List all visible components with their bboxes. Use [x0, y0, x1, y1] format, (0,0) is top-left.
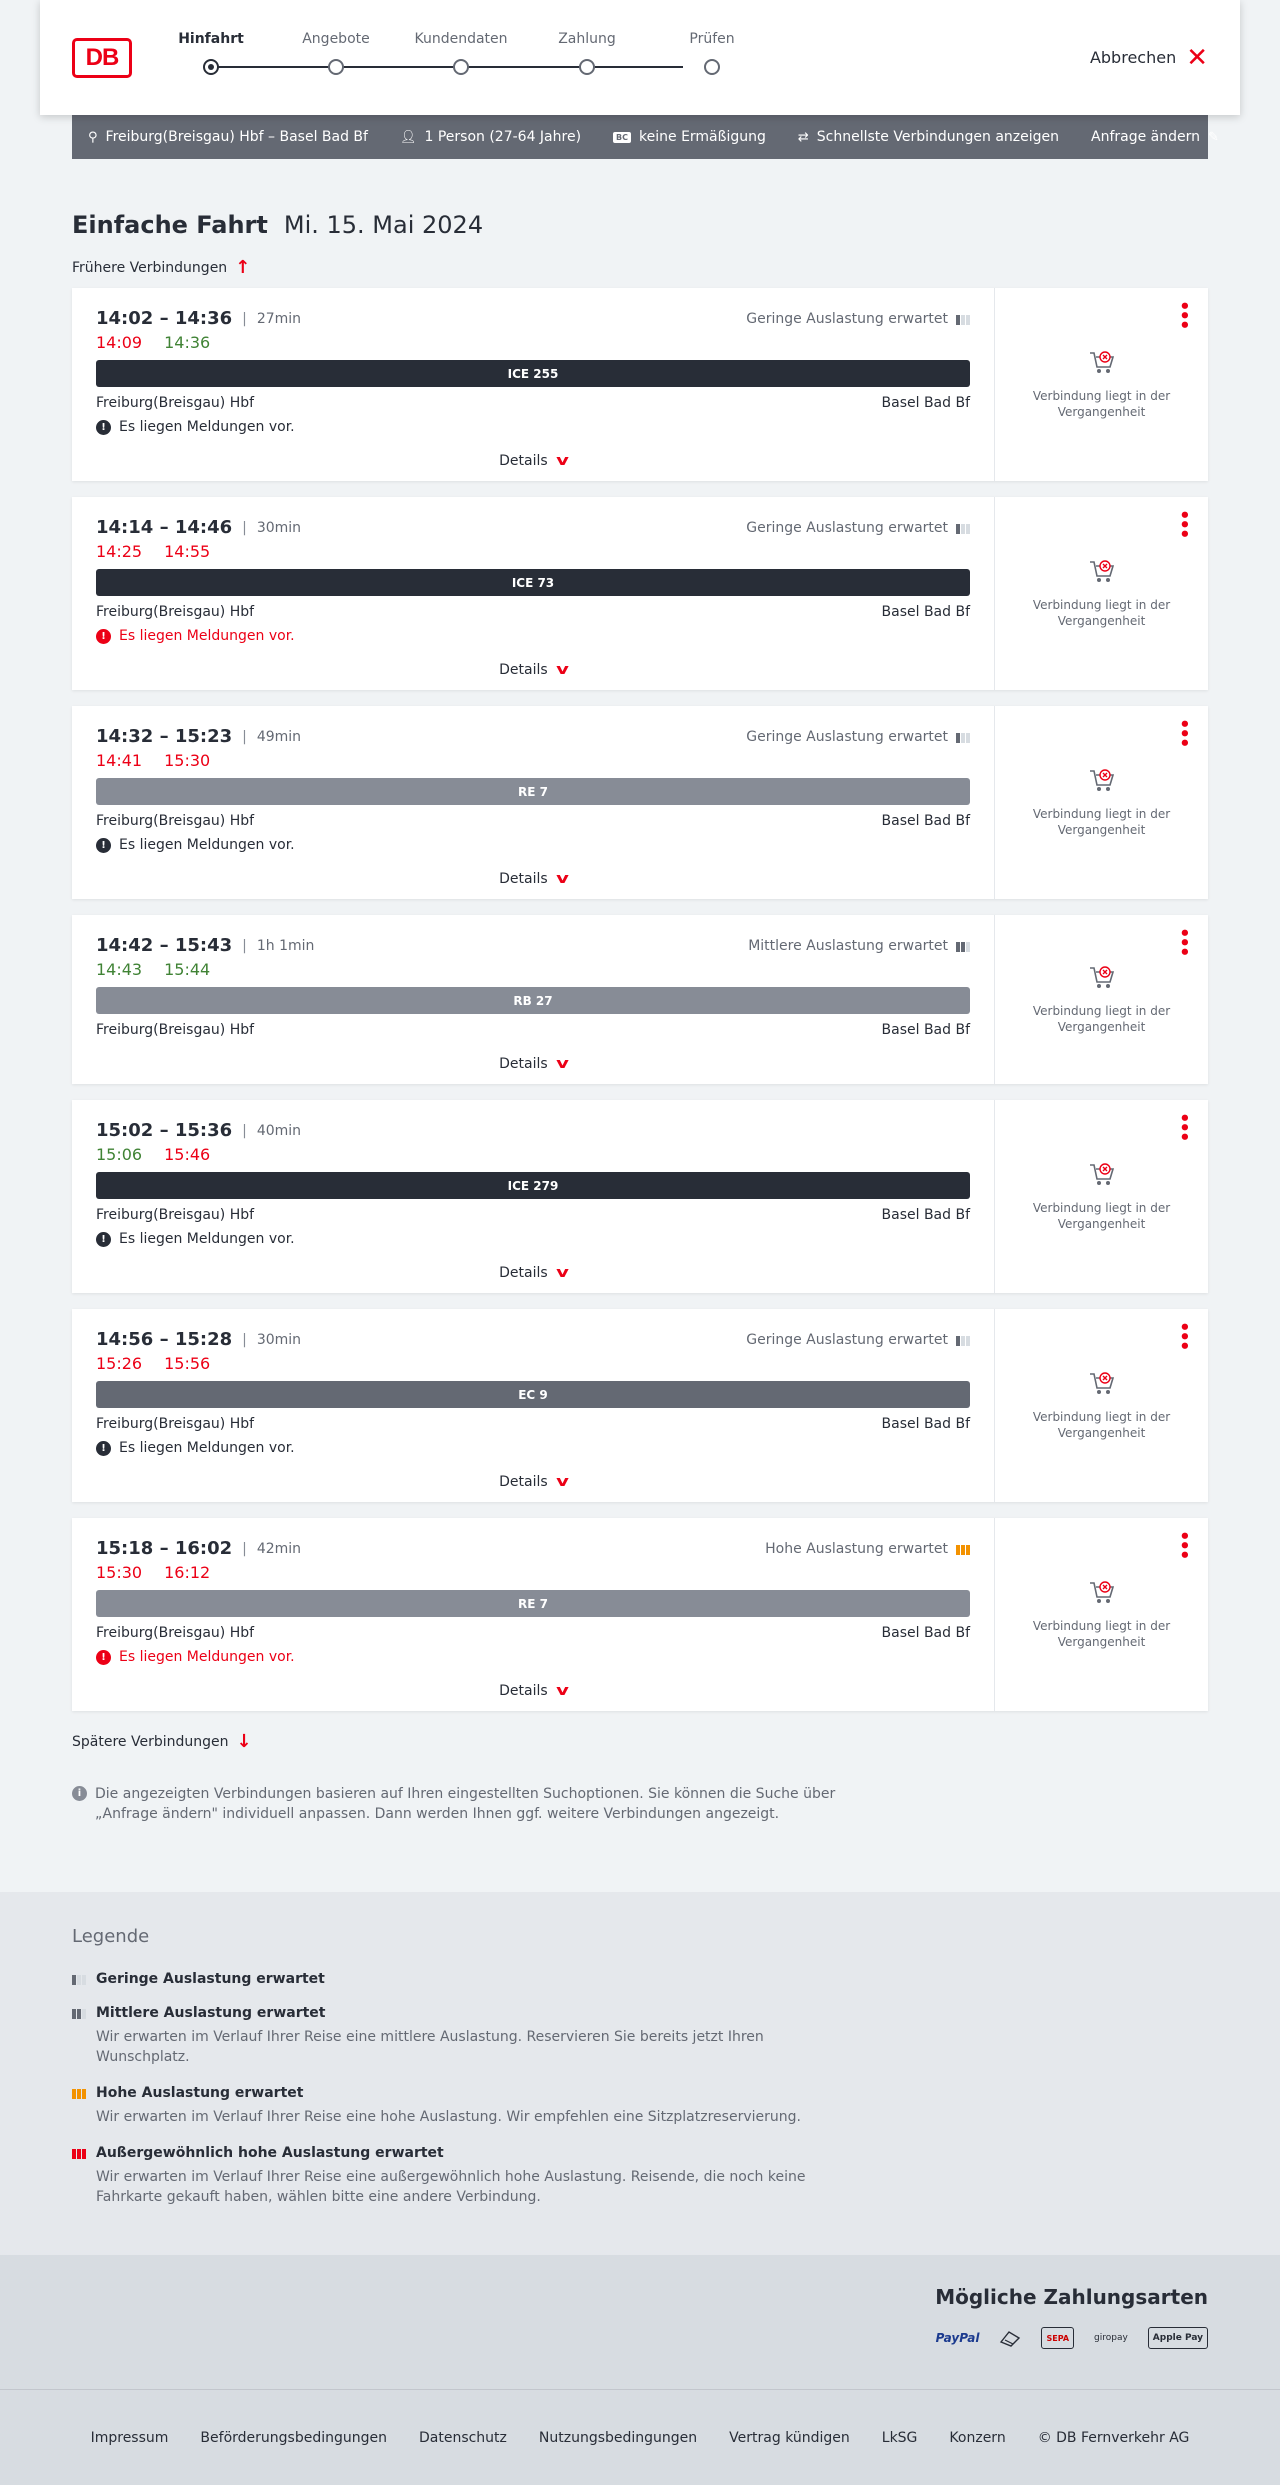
arrow-up-icon: ↑ — [235, 257, 251, 278]
later-connections-link[interactable] — [72, 1731, 252, 1752]
legend-item-head — [72, 2145, 1208, 2161]
legend-item-title: Außergewöhnlich hohe Auslastung erwartet — [96, 2145, 444, 2161]
origin-station: Freiburg(Breisgau) Hbf — [96, 604, 255, 620]
scheduled-times: 14:32 – 15:23 — [96, 726, 233, 747]
realtime-arrival: 15:44 — [164, 960, 211, 979]
person-icon: 👤︎ — [399, 129, 417, 145]
scheduled-times: 14:42 – 15:43 — [96, 935, 233, 956]
info-text: Die angezeigten Verbindungen basieren auf Ihren eingestellten Suchoptionen. Sie können die Suche über „Anfrage ändern" individuell anpassen. Dann werden Ihnen ggf. weitere Verbindungen angezeigt. — [95, 1786, 836, 1822]
travel-duration: 40min — [256, 1122, 302, 1139]
payment-methods-section — [0, 2255, 1280, 2389]
cancel-label: Abbrechen — [1089, 48, 1177, 67]
later-label: Spätere Verbindungen — [72, 1733, 229, 1750]
realtime-times — [96, 1563, 970, 1582]
occupancy-info — [746, 520, 970, 536]
connection-header — [96, 517, 970, 538]
message-label: Es liegen Meldungen vor. — [119, 1231, 295, 1247]
legend-section — [0, 1892, 1280, 2255]
connection-details — [72, 497, 995, 690]
separator: | — [242, 310, 247, 327]
step-label: Zahlung — [558, 30, 616, 47]
discount-summary[interactable] — [613, 129, 766, 145]
scheduled-times: 14:14 – 14:46 — [96, 517, 233, 538]
realtime-times — [96, 751, 970, 770]
train-bar[interactable]: RB 27 — [96, 987, 970, 1014]
occupancy-info — [746, 1332, 970, 1348]
realtime-departure: 14:25 — [96, 542, 143, 561]
travel-duration: 30min — [256, 519, 302, 536]
details-toggle[interactable] — [96, 1462, 970, 1502]
travel-duration: 49min — [256, 728, 302, 745]
occupancy-label: Geringe Auslastung erwartet — [746, 310, 948, 327]
legend-item-title: Geringe Auslastung erwartet — [96, 1971, 325, 1987]
route-label: Freiburg(Breisgau) Hbf – Basel Bad Bf — [105, 129, 368, 145]
connection-card[interactable] — [72, 1100, 1208, 1293]
details-label: Details — [499, 871, 548, 887]
stations-row — [96, 813, 970, 829]
origin-station: Freiburg(Breisgau) Hbf — [96, 1022, 255, 1038]
arrow-down-icon: ↓ — [236, 1731, 252, 1752]
stations-row — [96, 1625, 970, 1641]
cart-disabled-icon — [1088, 559, 1116, 585]
connection-details — [72, 915, 995, 1084]
separator: | — [242, 519, 247, 536]
chevron-down-icon: v — [555, 662, 569, 678]
main-content — [0, 211, 1280, 1824]
details-label: Details — [499, 453, 548, 469]
more-options-icon[interactable]: ••• — [1173, 1530, 1194, 1559]
destination-station: Basel Bad Bf — [881, 395, 970, 411]
legend-title: Legende — [72, 1926, 150, 1947]
cart-disabled-icon — [1088, 768, 1116, 794]
more-options-icon[interactable]: ••• — [1173, 927, 1194, 956]
progress-stepper — [178, 28, 735, 88]
connection-details — [72, 1309, 995, 1502]
realtime-departure: 14:41 — [96, 751, 143, 770]
realtime-times — [96, 960, 970, 979]
details-toggle[interactable] — [96, 441, 970, 481]
search-info-note — [72, 1784, 852, 1824]
discount-label: keine Ermäßigung — [639, 129, 766, 145]
details-label: Details — [499, 1265, 548, 1281]
connection-header — [96, 308, 970, 329]
connection-header — [96, 1120, 970, 1141]
occupancy-label: Hohe Auslastung erwartet — [765, 1540, 948, 1557]
legend-item-head — [72, 2005, 1208, 2021]
connection-card[interactable] — [72, 288, 1208, 481]
legend-item — [72, 2005, 1208, 2067]
booking-panel — [995, 1309, 1208, 1502]
connection-header — [96, 1329, 970, 1350]
pencil-icon: ✎ — [1208, 129, 1219, 145]
step-label: Prüfen — [689, 30, 735, 47]
step-dot-icon — [579, 59, 595, 75]
load-indicator-icon — [956, 1543, 970, 1555]
footer-link[interactable]: Konzern — [949, 2429, 1006, 2446]
cart-disabled-icon — [1088, 1580, 1116, 1606]
change-request-button[interactable] — [1091, 129, 1219, 145]
footer-link[interactable]: Nutzungsbedingungen — [538, 2429, 698, 2446]
more-options-icon[interactable]: ••• — [1173, 1112, 1194, 1141]
chevron-down-icon: v — [555, 1265, 569, 1281]
disruption-message — [96, 628, 970, 644]
realtime-departure: 14:43 — [96, 960, 143, 979]
step-0 — [161, 28, 261, 75]
realtime-arrival: 15:30 — [164, 751, 211, 770]
origin-station: Freiburg(Breisgau) Hbf — [96, 1416, 255, 1432]
chevron-down-icon: v — [555, 1056, 569, 1072]
fastest-connections-toggle[interactable] — [798, 129, 1059, 145]
connection-card[interactable] — [72, 497, 1208, 690]
origin-station: Freiburg(Breisgau) Hbf — [96, 1207, 255, 1223]
details-label: Details — [499, 1056, 548, 1072]
message-label: Es liegen Meldungen vor. — [119, 1649, 295, 1665]
stations-row — [96, 1207, 970, 1223]
top-header — [40, 0, 1240, 115]
fastest-label: Schnellste Verbindungen anzeigen — [816, 129, 1059, 145]
footer-link[interactable]: Datenschutz — [418, 2429, 507, 2446]
page-footer — [0, 2389, 1280, 2485]
separator: | — [242, 937, 247, 954]
disruption-message — [96, 419, 970, 435]
connection-list — [72, 288, 1208, 1711]
legend-item-title: Hohe Auslastung erwartet — [96, 2085, 304, 2101]
booking-panel — [995, 1100, 1208, 1293]
occupancy-info — [748, 938, 970, 954]
scheduled-times: 15:18 – 16:02 — [96, 1538, 233, 1559]
connection-card[interactable] — [72, 915, 1208, 1084]
stations-row — [96, 1416, 970, 1432]
realtime-departure: 15:26 — [96, 1354, 143, 1373]
past-connection-note: Verbindung liegt in der Vergangenheit — [1032, 806, 1171, 837]
destination-station: Basel Bad Bf — [881, 1022, 970, 1038]
load-indicator-icon — [72, 2087, 86, 2099]
payment-logos — [72, 2327, 1208, 2349]
page-title-row — [72, 211, 1208, 239]
chevron-down-icon: v — [555, 871, 569, 887]
footer-link[interactable]: LkSG — [881, 2429, 918, 2446]
legend-item-head — [72, 1971, 1208, 1987]
alert-icon: ! — [96, 1232, 111, 1247]
booking-panel — [995, 706, 1208, 899]
step-3 — [537, 28, 637, 75]
alert-icon: ! — [96, 838, 111, 853]
origin-station: Freiburg(Breisgau) Hbf — [96, 1625, 255, 1641]
cart-disabled-icon — [1088, 1162, 1116, 1188]
details-label: Details — [499, 662, 548, 678]
travel-duration: 1h 1min — [256, 937, 315, 954]
realtime-arrival: 14:55 — [164, 542, 211, 561]
legend-item-desc: Wir erwarten im Verlauf Ihrer Reise eine mittlere Auslastung. Reservieren Sie bereits jetzt Ihren Wunschplatz. — [96, 2029, 764, 2065]
passenger-summary[interactable] — [400, 129, 581, 145]
earlier-connections-link[interactable] — [72, 257, 250, 278]
more-options-icon[interactable]: ••• — [1173, 509, 1194, 538]
connection-header — [96, 726, 970, 747]
alert-icon: ! — [96, 629, 111, 644]
train-bar[interactable]: EC 9 — [96, 1381, 970, 1408]
travel-duration: 42min — [256, 1540, 302, 1557]
occupancy-info — [765, 1541, 970, 1557]
realtime-departure: 15:06 — [96, 1145, 143, 1164]
load-indicator-icon — [956, 313, 970, 325]
disruption-message — [96, 1440, 970, 1456]
destination-station: Basel Bad Bf — [881, 813, 970, 829]
message-label: Es liegen Meldungen vor. — [119, 837, 295, 853]
cancel-button[interactable] — [1089, 42, 1208, 73]
load-indicator-icon — [956, 522, 970, 534]
details-toggle[interactable] — [96, 1671, 970, 1711]
step-dot-icon — [328, 59, 344, 75]
location-pin-icon: ⚲ — [88, 129, 98, 145]
details-label: Details — [499, 1683, 548, 1699]
scheduled-times: 14:02 – 14:36 — [96, 308, 233, 329]
occupancy-info — [746, 729, 970, 745]
past-connection-note: Verbindung liegt in der Vergangenheit — [1032, 1618, 1171, 1649]
disruption-message — [96, 1649, 970, 1665]
swap-arrows-icon: ⇄ — [797, 129, 809, 145]
load-indicator-icon — [72, 2007, 86, 2019]
realtime-arrival: 15:46 — [164, 1145, 211, 1164]
legend-item-title: Mittlere Auslastung erwartet — [96, 2005, 326, 2021]
message-label: Es liegen Meldungen vor. — [119, 419, 295, 435]
past-connection-note: Verbindung liegt in der Vergangenheit — [1032, 1200, 1171, 1231]
realtime-arrival: 16:12 — [164, 1563, 211, 1582]
destination-station: Basel Bad Bf — [881, 604, 970, 620]
search-summary-bar — [72, 115, 1219, 159]
connection-header — [96, 935, 970, 956]
details-toggle[interactable] — [96, 650, 970, 690]
credit-card-icon — [999, 2327, 1021, 2349]
load-indicator-icon — [72, 2147, 86, 2159]
legend-item-desc: Wir erwarten im Verlauf Ihrer Reise eine außergewöhnlich hohe Auslastung. Reisende, die noch keine Fahrkarte gekauft haben, wählen bitte eine andere Verbindung. — [96, 2169, 806, 2205]
occupancy-label: Mittlere Auslastung erwartet — [748, 937, 948, 954]
footer-link[interactable]: Vertrag kündigen — [729, 2429, 850, 2446]
close-icon: ✕ — [1186, 42, 1208, 73]
payment-title: Mögliche Zahlungsarten — [935, 2285, 1208, 2309]
message-label: Es liegen Meldungen vor. — [119, 628, 295, 644]
details-toggle[interactable] — [96, 1253, 970, 1293]
step-2 — [411, 28, 511, 75]
step-dot-icon — [203, 59, 219, 75]
more-options-icon[interactable]: ••• — [1173, 1321, 1194, 1350]
change-label: Anfrage ändern — [1091, 129, 1200, 145]
train-bar[interactable]: ICE 73 — [96, 569, 970, 596]
load-indicator-icon — [956, 731, 970, 743]
connection-details — [72, 1518, 995, 1711]
separator: | — [242, 1540, 247, 1557]
train-bar[interactable]: ICE 279 — [96, 1172, 970, 1199]
step-1 — [286, 28, 386, 75]
details-toggle[interactable] — [96, 859, 970, 899]
connection-details — [72, 1100, 995, 1293]
chevron-down-icon: v — [555, 1474, 569, 1490]
info-icon: i — [72, 1786, 87, 1801]
separator: | — [242, 1122, 247, 1139]
bahncard-icon: BC — [613, 132, 631, 143]
step-dot-icon — [704, 59, 720, 75]
scheduled-times: 15:02 – 15:36 — [96, 1120, 233, 1141]
realtime-times — [96, 333, 970, 352]
step-label: Hinfahrt — [178, 30, 244, 47]
passenger-label: 1 Person (27-64 Jahre) — [424, 129, 582, 145]
connection-details — [72, 288, 995, 481]
realtime-times — [96, 1145, 970, 1164]
train-bar[interactable]: RE 7 — [96, 1590, 970, 1617]
booking-panel — [995, 1518, 1208, 1711]
past-connection-note: Verbindung liegt in der Vergangenheit — [1032, 1003, 1171, 1034]
giropay-icon: giropay — [1094, 2333, 1128, 2343]
stations-row — [96, 1022, 970, 1038]
earlier-label: Frühere Verbindungen — [72, 259, 228, 276]
occupancy-info — [746, 311, 970, 327]
more-options-icon[interactable]: ••• — [1173, 300, 1194, 329]
details-label: Details — [499, 1474, 548, 1490]
occupancy-label: Geringe Auslastung erwartet — [746, 728, 948, 745]
paypal-logo: PayPal — [935, 2331, 980, 2345]
alert-icon: ! — [96, 1441, 111, 1456]
stations-row — [96, 604, 970, 620]
scheduled-times: 14:56 – 15:28 — [96, 1329, 233, 1350]
destination-station: Basel Bad Bf — [881, 1207, 970, 1223]
cart-disabled-icon — [1088, 965, 1116, 991]
realtime-arrival: 15:56 — [164, 1354, 211, 1373]
connection-header — [96, 1538, 970, 1559]
page-title: Einfache Fahrt — [72, 211, 268, 239]
load-indicator-icon — [72, 1973, 86, 1985]
legend-item — [72, 2085, 1208, 2127]
legend-item — [72, 1971, 1208, 1987]
alert-icon: ! — [96, 420, 111, 435]
destination-station: Basel Bad Bf — [881, 1416, 970, 1432]
cart-disabled-icon — [1088, 350, 1116, 376]
travel-date: Mi. 15. Mai 2024 — [283, 211, 484, 239]
realtime-departure: 15:30 — [96, 1563, 143, 1582]
separator: | — [242, 1331, 247, 1348]
more-options-icon[interactable]: ••• — [1173, 718, 1194, 747]
origin-station: Freiburg(Breisgau) Hbf — [96, 395, 255, 411]
train-bar[interactable]: ICE 255 — [96, 360, 970, 387]
chevron-down-icon: v — [555, 1683, 569, 1699]
chevron-down-icon: v — [555, 453, 569, 469]
sepa-icon: SEPA — [1041, 2327, 1074, 2349]
booking-panel — [995, 288, 1208, 481]
train-bar[interactable]: RE 7 — [96, 778, 970, 805]
legend-item-desc: Wir erwarten im Verlauf Ihrer Reise eine hohe Auslastung. Wir empfehlen eine Sitzplatzreservierung. — [96, 2109, 801, 2125]
booking-panel — [995, 915, 1208, 1084]
legend-item — [72, 2145, 1208, 2207]
step-label: Kundendaten — [414, 30, 508, 47]
legend-item-head — [72, 2085, 1208, 2101]
load-indicator-icon — [956, 1334, 970, 1346]
footer-link[interactable]: Impressum — [90, 2429, 169, 2446]
travel-duration: 27min — [256, 310, 302, 327]
route-summary[interactable] — [88, 129, 368, 145]
connection-details — [72, 706, 995, 899]
travel-duration: 30min — [256, 1331, 302, 1348]
footer-link[interactable]: Beförderungsbedingungen — [200, 2429, 387, 2446]
past-connection-note: Verbindung liegt in der Vergangenheit — [1032, 388, 1171, 419]
past-connection-note: Verbindung liegt in der Vergangenheit — [1032, 597, 1171, 628]
occupancy-label: Geringe Auslastung erwartet — [746, 1331, 948, 1348]
connection-card[interactable] — [72, 1309, 1208, 1502]
realtime-times — [96, 542, 970, 561]
realtime-departure: 14:09 — [96, 333, 143, 352]
cart-disabled-icon — [1088, 1371, 1116, 1397]
connection-card[interactable] — [72, 1518, 1208, 1711]
db-logo[interactable]: DB — [72, 38, 132, 78]
past-connection-note: Verbindung liegt in der Vergangenheit — [1032, 1409, 1171, 1440]
connection-card[interactable] — [72, 706, 1208, 899]
disruption-message — [96, 837, 970, 853]
footer-link: © DB Fernverkehr AG — [1037, 2429, 1190, 2446]
destination-station: Basel Bad Bf — [881, 1625, 970, 1641]
load-indicator-icon — [956, 940, 970, 952]
details-toggle[interactable] — [96, 1044, 970, 1084]
booking-panel — [995, 497, 1208, 690]
stations-row — [96, 395, 970, 411]
separator: | — [242, 728, 247, 745]
realtime-arrival: 14:36 — [164, 333, 211, 352]
disruption-message — [96, 1231, 970, 1247]
step-label: Angebote — [302, 30, 370, 47]
origin-station: Freiburg(Breisgau) Hbf — [96, 813, 255, 829]
step-4 — [662, 28, 762, 75]
step-dot-icon — [453, 59, 469, 75]
occupancy-label: Geringe Auslastung erwartet — [746, 519, 948, 536]
apple-pay-icon: Apple Pay — [1148, 2327, 1208, 2349]
alert-icon: ! — [96, 1650, 111, 1665]
message-label: Es liegen Meldungen vor. — [119, 1440, 295, 1456]
realtime-times — [96, 1354, 970, 1373]
